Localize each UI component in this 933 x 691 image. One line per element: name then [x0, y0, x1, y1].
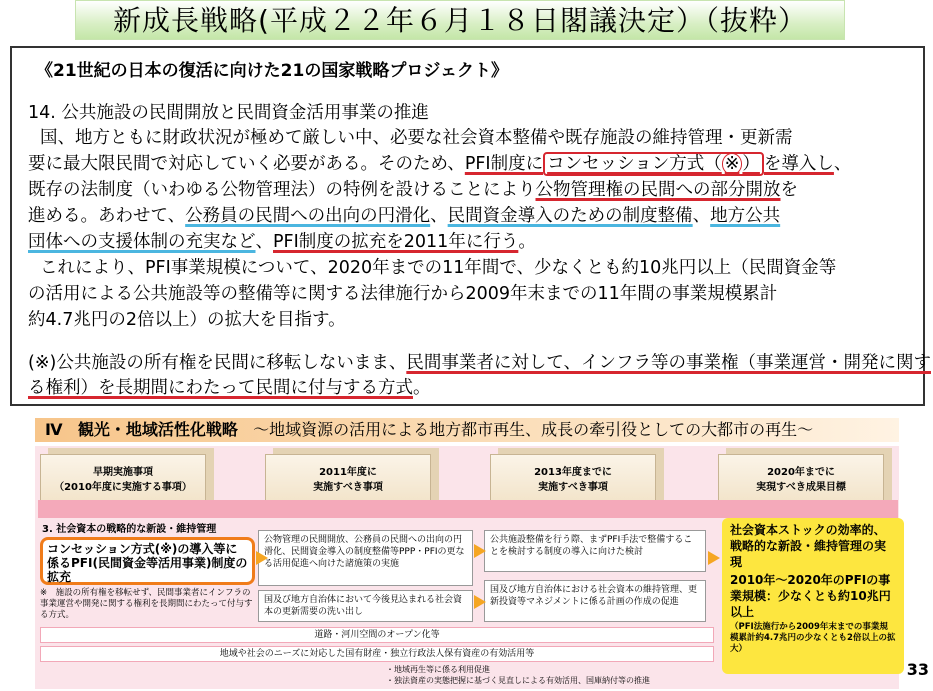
measure-box: 公共施設整備を行う際、まずPFI手法で整備することを検討する制度の導入に向けた検討 [484, 530, 706, 572]
timeline-box: 2020年までに 実現すべき成果目標 [718, 454, 884, 506]
subsection-label: 3. 社会資本の戦略的な新設・維持管理 [42, 524, 217, 535]
paragraph-line: 国、地方ともに財政状況が極めて厳しい中、必要な社会資本整備や既存施設の維持管理・更新需 [40, 128, 793, 148]
highlight-red: を導入し [763, 154, 834, 174]
paragraph-line: 約4.7兆円の2倍以上）の拡大を目指す。 [28, 310, 346, 330]
timeline-box: 2011年度に 実施すべき事項 [265, 454, 431, 506]
footnote-line: (※)公共施設の所有権を民間に移転しないまま、民間事業者に対して、インフラ等の事業権（事業運営・開発に関す [28, 353, 931, 373]
highlight-red: コンセッション方式（ ※ ） [543, 152, 764, 176]
paragraph-line: 要に最大限民間で対応していく必要がある。そのため、PFI制度に コンセッション方式（ ※ ） を導入し、 [28, 154, 852, 174]
page-title: 新成長戦略(平成２２年６月１８日閣議決定）（抜粋） [75, 0, 845, 40]
timeline-box: 2013年度までに 実施すべき事項 [490, 454, 656, 506]
timeline-box: 早期実施事項 （2010年度に実施する事項） [40, 454, 206, 506]
measure-bar: 地域や社会のニーズに対応した国有財産・独立行政法人保有資産の有効活用等 [40, 646, 714, 662]
note-mark: ※ [722, 153, 743, 175]
measure-box: 国及び地方自治体における社会資本の維持管理、更新投資等マネジメントに係る計画の作成の促進 [484, 580, 706, 622]
highlight-red: る権利）を長期間にわたって民間に付与する方式 [28, 378, 413, 398]
section-name: 観光・地域活性化戦略 [77, 420, 238, 439]
highlight-blue: 民間資金導入のための制度整備 [447, 206, 693, 226]
page-number: 33 [906, 660, 929, 679]
section-number: Ⅳ [45, 420, 63, 439]
footnote-line: る権利）を長期間にわたって民間に付与する方式。 [28, 378, 431, 398]
arrow-icon [708, 551, 720, 565]
item-title: 14. 公共施設の民間開放と民間資金活用事業の推進 [28, 103, 429, 123]
paragraph-line: 進める。あわせて、公務員の民間への出向の円滑化、民間資金導入のための制度整備、地方公共 [28, 206, 781, 226]
strategy-text-box [10, 46, 931, 406]
paragraph-line: 既存の法制度（いわゆる公物管理法）の特例を設けることにより公物管理権の民間への部分開放を [28, 180, 798, 200]
paragraph-line: これにより、PFI事業規模について、2020年までの11年間で、少なくとも約10兆円以上（民間資金等 [40, 258, 837, 278]
paragraph-line: の活用による公共施設等の整備等に関する法律施行から2009年末までの11年間の事業規模累計 [28, 284, 778, 304]
arrow-icon [474, 595, 486, 609]
highlight-blue: 団体への支援体制の充実など [28, 232, 256, 252]
timeline-arrow [38, 500, 898, 518]
arrow-icon [256, 551, 268, 565]
section-subtitle: ～地域資源の活用による地方都市再生、成長の牽引役としての大都市の再生～ [253, 420, 814, 439]
project-heading: 《21世紀の日本の復活に向けた21の国家戦略プロジェクト》 [36, 61, 508, 81]
goal-box: 社会資本ストックの効率的、戦略的な新設・維持管理の実現 2010年～2020年のPFIの事業規模：少なくとも約10兆円以上 （PFI法施行から2009年末までの事業規模累計約4.7兆円の少なくとも2倍以上の拡大） [722, 518, 904, 674]
highlight-blue: 公務員の民間への出向の円滑化 [185, 206, 431, 226]
paragraph-line: 団体への支援体制の充実など、PFI制度の拡充を2011年に行う。 [28, 232, 536, 252]
highlight-red: 公物管理権の民間への部分開放 [535, 180, 781, 200]
bottom-notes: ・地域再生等に係る利用促進 ・独法資産の実態把握に基づく見直しによる有効活用、国庫納付等の推進 [386, 665, 650, 685]
measure-bar: 道路・河川空間のオープン化等 [40, 627, 714, 643]
highlight-red: PFI制度の拡充を2011年に行う [273, 232, 519, 252]
highlight-blue: 地方公共 [710, 206, 781, 226]
arrow-icon [474, 544, 486, 558]
concession-note: ※ 施設の所有権を移転せず、民間事業者にインフラの事業運営や開発に関する権利を長期間にわたって付与する方式。 [40, 588, 253, 620]
highlight-red: 民間事業者に対して、インフラ等の事業権（事業運営・開発に関す [406, 353, 931, 373]
highlight-red: PFI制度に [464, 154, 544, 174]
measure-box: 公物管理の民間開放、公務員の民間への出向の円滑化、民間資金導入の制度整備等PPP・PFIの更なる活用促進へ向けた諸施策の実施 [258, 530, 473, 586]
section-header [35, 418, 899, 442]
concession-box: コンセッション方式(※)の導入等に係るPFI(民間資金等活用事業)制度の拡充 [40, 537, 255, 585]
measure-box: 国及び地方自治体において今後見込まれる社会資本の更新需要の洗い出し [258, 590, 473, 622]
